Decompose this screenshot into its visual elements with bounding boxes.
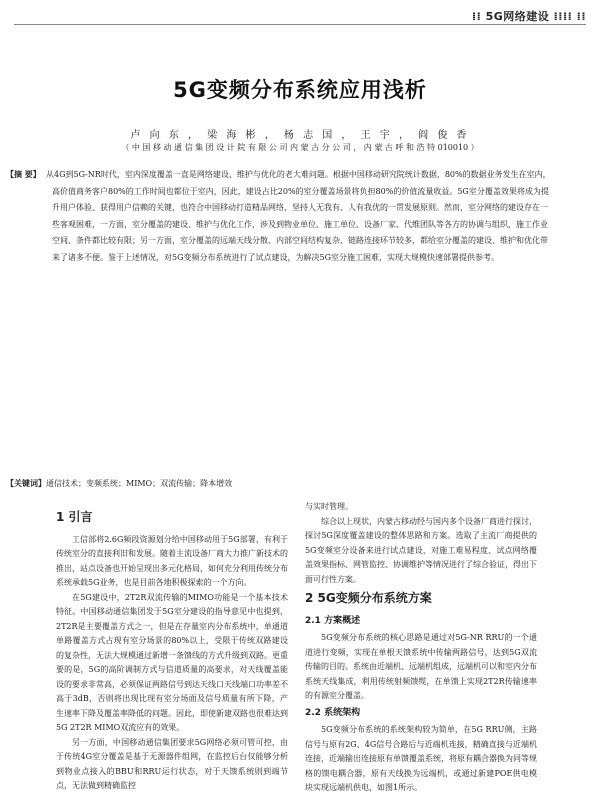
section-2-1-text: 5G变频分布系统的核心思路是通过对5G-NR RRU的一个通道进行变频，实现在单根天馈系统中传输两路信号，达到5G双流传输的目的。系统由近端机、远端机组成，远端机可以和室内分布系统天线集成，利用传统射频馈缆，在单馈上实现2T2R传输速率的有源室分覆盖。: [305, 633, 537, 700]
keywords-text: 通信技术；变频系统；MIMO；双流传输；降本增效: [46, 479, 233, 488]
intro-summary-paragraph: 综合以上现状，内蒙古移动经与国内多个设备厂商进行探讨，探讨5G深度覆盖建设的整体思路和方案。选取了主流厂商提供的5G变频室分设备来进行试点建设，对施工难易程度、试点网络覆盖效果指标、网管监控、协调维护等情况进行了综合验证，得出下面可行性方案。: [305, 516, 537, 584]
keywords-block: [6, 476, 552, 491]
section-1-paragraph-2: 在5G建设中，2T2R双流传输的MIMO功能是一个基本技术特征。中国移动通信集团发于5G室分建设的指导意见中也提到，2T2R是主要覆盖方式之一，但是在存量室内分布系统中，单通道单路覆盖方式占现有室分场景的80%以上，受限于传统双路建设的复杂性，无法大规模通过新增一条馈线的方式升级到双路。更重要的是，5G的高阶调制方式与信道质量的高要求，对天线覆盖能设的要求非常高，必须保证两路信号到达天线口天线端口功率差不高于3dB，否则将出现比现有室分场面及信号质量有所下降，产生速率下降及覆盖率降低的问题。因此，即使新建双路也很难达到5G 2T2R MIMO双流应有的效果。: [56, 592, 288, 732]
section-2-2-text: 5G变频分布系统的系统架构较为简单，在5G RRU侧，主路信号与原有2G、4G信号合路后与近端机连接，精确直接与近端机连接，近端输出连接原有单馈覆盖系统，将原有耦合器换为同等规格的馈电耦合器，原有天线换为远端机，或通过新建POE供电模块实现远端机供电，如图1所示。: [305, 725, 537, 792]
header-rule: [14, 24, 586, 25]
section-2-1-heading: 2.1 方案概述: [305, 615, 361, 626]
journal-section-tag: ⁞⁞ 5G网络建设 ⁞⁞⁞⁞ ⁞⁞: [471, 10, 586, 23]
section-1-paragraph-1: 工信部将2.6G频段资源划分给中国移动用于5G部署，有利于传统室分的直接利旧和发展。随着主流设备厂商大力推广新技术的推出，站点设备也开始呈现出多元化格局，如何充分利用传统分布系统承载5G业务，也是目前各地积极探索的一个方向。: [56, 534, 288, 587]
left-column: [56, 506, 288, 794]
affiliation: （ 中 国 移 动 通 信 集 团 设 计 院 有 限 公 司 内 蒙 古 分 公 司 ， 内 蒙 古 呼 和 浩 特 010010 ）: [121, 143, 479, 152]
section-1-heading: 1 引言: [56, 510, 93, 524]
abstract-block: [6, 166, 552, 266]
right-column: [305, 500, 537, 796]
author-list: 卢 向 东 ， 梁 海 彬 ， 杨 志 国 ， 王 宇 ， 阎 俊 香: [130, 130, 470, 141]
continued-paragraph: 与实时管理。: [305, 502, 353, 511]
abstract-text: 从4G到5G-NR时代，室内深度覆盖一直是网络建设、维护与优化的老大难问题。根据中国移动研究院统计数据，80%的数据业务发生在室内，高价值商务客户80%的工作时间也都位于室内，因此，建设占比20%的室分覆盖场景将负担80%的价值流量收益。5G室分覆盖效果将成为提升用户体验、获得用户信赖的关键，也符合中国移动打造精品网络，坚持人无我有、人有我优的一贯发展原则。然而，室分网络的建设存在一些客观困难，一方面，室分覆盖的建设、维护与优化工作，涉及到物业单位、施工单位、设备厂家、代维团队等各方的协调与组织，施工作业空间、条件都比较有限；另一方面，室分覆盖的远端天线分散、内部空间结构复杂、链路连接环节较多，都给室分覆盖的建设、维护和优化带来了诸多不便。鉴于上述情况，对5G变频分布系统进行了试点建设，为解决5G室分施工困难，实现大规模快速部署提供参考。: [46, 170, 551, 262]
section-2-2-heading: 2.2 系统架构: [305, 707, 361, 718]
section-1-paragraph-3: 另一方面，中国移动通信集团要求5G网络必须可管可控，由于传统4G室分覆盖是基于无源器件组网，在监控后台仅能够分析到物业点接入的BBU和RRU运行状态，对于天馈系统则到端节点，无法做到精确监控: [56, 737, 288, 790]
section-2-heading: 2 5G变频分布系统方案: [305, 591, 432, 605]
paper-title: 5G变频分布系统应用浅析: [173, 78, 427, 102]
abstract-label: 【摘 要】: [6, 169, 41, 179]
keywords-label: 【关键词】: [6, 478, 46, 488]
